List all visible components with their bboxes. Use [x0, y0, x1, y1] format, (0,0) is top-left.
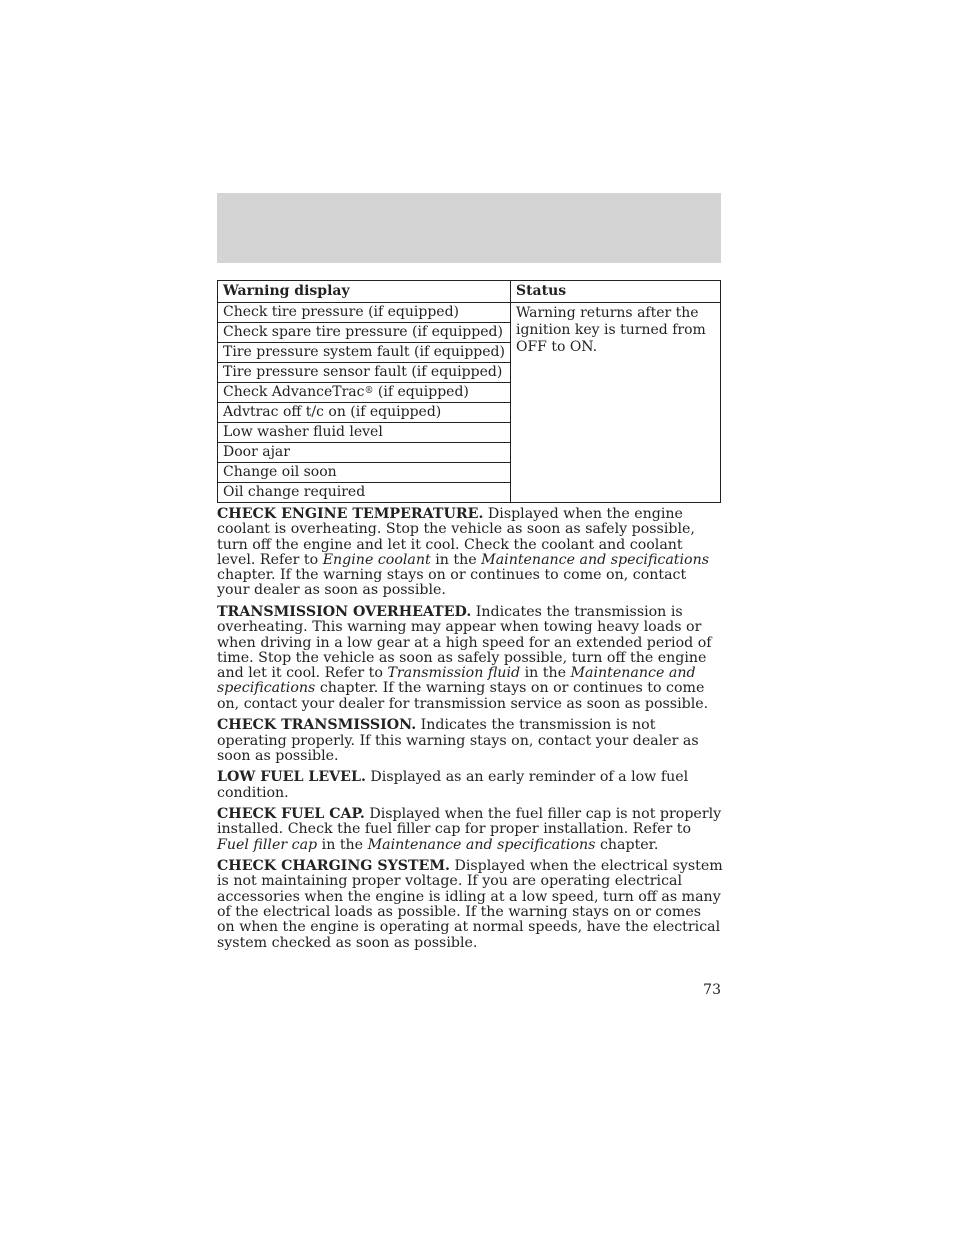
section-text: chapter. If the warning stays on or continues to come on, contact your dealer for transmission service as soon as possible.: [217, 680, 709, 712]
section-heading: CHECK ENGINE TEMPERATURE.: [217, 506, 484, 522]
section-engine-temperature: [217, 507, 723, 599]
warning-name: Tire pressure system fault (if equipped): [218, 343, 511, 363]
status-cell: Warning returns after the ignition key is turned from OFF to ON.: [510, 303, 720, 503]
section-heading: CHECK TRANSMISSION.: [217, 717, 417, 734]
page-number: 73: [703, 982, 721, 998]
warning-name: Oil change required: [218, 483, 511, 503]
header-band: [217, 193, 721, 263]
warning-table: [217, 280, 721, 503]
warning-name-advancetrac: [218, 383, 511, 403]
section-transmission-overheated: [217, 605, 723, 712]
section-heading: CHECK CHARGING SYSTEM.: [217, 858, 450, 875]
section-text: Indicates the transmission is overheating. This warning may appear when towing heavy loads or when driving in a low gear at a high speed for an extended period of time. Stop the vehicle as soon as safely possible, turn off the engine and let it cool. Refer to: [217, 603, 712, 682]
warning-name: Low washer fluid level: [218, 423, 511, 443]
section-text: Displayed as an early reminder of a low fuel condition.: [217, 769, 689, 801]
section-italic: Maintenance and specifications: [481, 551, 710, 568]
section-text: Displayed when the electrical system is not maintaining proper voltage. If you are operating electrical accessories when the engine is idling at a low speed, turn off as many of the electrical loads as possible. If the warning stays on or comes on when the engine is operating at normal speeds, have the electrical system checked as soon as possible.: [217, 858, 723, 951]
section-text: in the: [520, 665, 571, 682]
table-row: [218, 303, 721, 323]
section-italic: Engine coolant: [322, 551, 431, 568]
section-italic: Transmission fluid: [387, 665, 521, 682]
header-warning-display: Warning display: [218, 281, 511, 303]
section-italic: Fuel filler cap: [217, 836, 318, 853]
warning-name: Door ajar: [218, 443, 511, 463]
section-check-fuel-cap: [217, 807, 723, 853]
registered-mark: ®: [364, 386, 374, 396]
warning-name: Check tire pressure (if equipped): [218, 303, 511, 323]
warning-name: Tire pressure sensor fault (if equipped): [218, 363, 511, 383]
body-text: [217, 507, 723, 957]
warning-name: Change oil soon: [218, 463, 511, 483]
advancetrac-suffix: (if equipped): [373, 384, 469, 400]
section-italic: Maintenance and specifications: [217, 665, 696, 697]
section-text: Displayed when the engine coolant is overheating. Stop the vehicle as soon as safely possible, turn off the engine and let it cool. Check the coolant and coolant level. Refer to: [217, 506, 695, 568]
section-heading: LOW FUEL LEVEL.: [217, 769, 366, 786]
advancetrac-prefix: Check AdvanceTrac: [223, 384, 365, 400]
section-text: chapter. If the warning stays on or continues to come on, contact your dealer as soon as possible.: [217, 567, 687, 599]
section-italic: Maintenance and specifications: [367, 836, 596, 853]
section-low-fuel-level: [217, 770, 723, 801]
header-status: Status: [510, 281, 720, 303]
warning-name: Check spare tire pressure (if equipped): [218, 323, 511, 343]
section-text: Indicates the transmission is not operating properly. If this warning stays on, contact your dealer as soon as possible.: [217, 717, 699, 764]
section-text: Displayed when the fuel filler cap is not properly installed. Check the fuel filler cap for proper installation. Refer to: [217, 806, 722, 838]
section-heading: CHECK FUEL CAP.: [217, 806, 365, 823]
section-heading: TRANSMISSION OVERHEATED.: [217, 603, 472, 620]
warning-name: Advtrac off t/c on (if equipped): [218, 403, 511, 423]
section-text: in the: [317, 836, 368, 853]
section-check-transmission: [217, 718, 723, 764]
section-text: chapter.: [595, 836, 659, 853]
section-text: in the: [430, 551, 482, 568]
table-header-row: [218, 281, 721, 303]
section-check-charging-system: [217, 859, 723, 951]
